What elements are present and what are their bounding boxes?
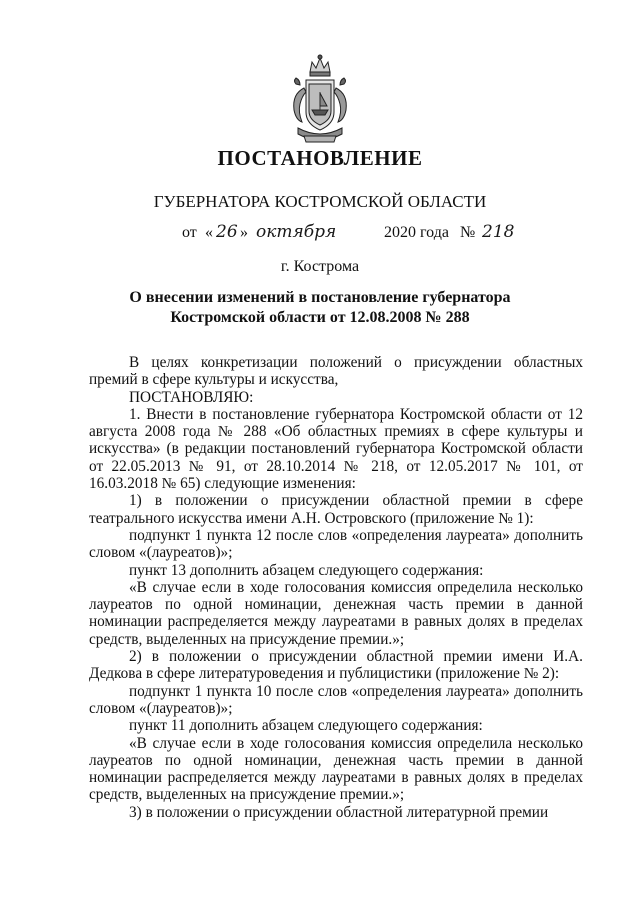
- paragraph-item-1: 1. Внести в постановление губернатора Костромской области от 12 августа 2008 года № 288 «Об областных премиях в сфере культуры и искусства» (в редакции постановлений губернатора Костромской области от 22.05.2013 № 91, от 28.10.2014 № 218, от 12.05.2017 № 101, от 16.03.2018 № 65) следующие изменения:: [89, 405, 583, 493]
- coat-of-arms-emblem: [284, 54, 356, 148]
- issuer-line: ГУБЕРНАТОРА КОСТРОМСКОЙ ОБЛАСТИ: [153, 192, 487, 211]
- heading-line: Костромской области от 12.08.2008 № 288: [170, 309, 470, 326]
- paragraph-subitem-2: 2) в положении о присуждении областной премии имени И.А. Дедкова в сфере литературоведения и публицистики (приложение № 2):: [89, 648, 583, 683]
- handwritten-day: 26: [216, 222, 238, 242]
- paragraph-resolve: ПОСТАНОВЛЯЮ:: [129, 388, 254, 406]
- paragraph-preamble: В целях конкретизации положений о присуждении областных премий в сфере культуры и искусства,: [89, 354, 583, 389]
- document-title: ПОСТАНОВЛЕНИЕ: [217, 146, 423, 170]
- date-close-quote: »: [240, 224, 248, 241]
- paragraph-quote-2: «В случае если в ходе голосования комиссия определила несколько лауреатов по одной номинации, денежная часть премии в данной номинации распределяется между лауреатами в равных долях в пределах средств, выделенных на присуждение премии.»;: [89, 734, 583, 804]
- date-number-line: [0, 222, 640, 246]
- paragraph-amend-11: пункт 11 дополнить абзацем следующего содержания:: [129, 717, 483, 735]
- paragraph-quote-1: «В случае если в ходе голосования комиссия определила несколько лауреатов по одной номинации, денежная часть премии в данной номинации распределяется между лауреатами в равных долях в пределах средств, выделенных на присуждение премии.»;: [89, 578, 583, 648]
- date-prefix: от: [182, 224, 197, 241]
- paragraph-amend-10: подпункт 1 пункта 10 после слов «определения лауреата» дополнить словом «(лауреатов)»;: [89, 682, 583, 717]
- document-heading: [0, 288, 640, 328]
- document-body: [89, 354, 583, 821]
- handwritten-number: 218: [482, 222, 515, 242]
- date-open-quote: «: [205, 224, 213, 241]
- paragraph-subitem-3: 3) в положении о присуждении областной литературной премии: [129, 803, 549, 821]
- handwritten-month: октября: [256, 222, 337, 242]
- number-sign: №: [460, 224, 476, 241]
- paragraph-amend-12: подпункт 1 пункта 12 после слов «определения лауреата» дополнить словом «(лауреатов)»;: [89, 526, 583, 562]
- city-line: г. Кострома: [280, 258, 360, 275]
- paragraph-amend-13: пункт 13 дополнить абзацем следующего содержания:: [129, 561, 484, 579]
- heading-line: О внесении изменений в постановление губернатора: [129, 289, 511, 306]
- date-year: 2020 года: [384, 224, 449, 241]
- paragraph-subitem-1: 1) в положении о присуждении областной премии в сфере театрального искусства имени А.Н. Островского (приложение № 1):: [89, 492, 583, 527]
